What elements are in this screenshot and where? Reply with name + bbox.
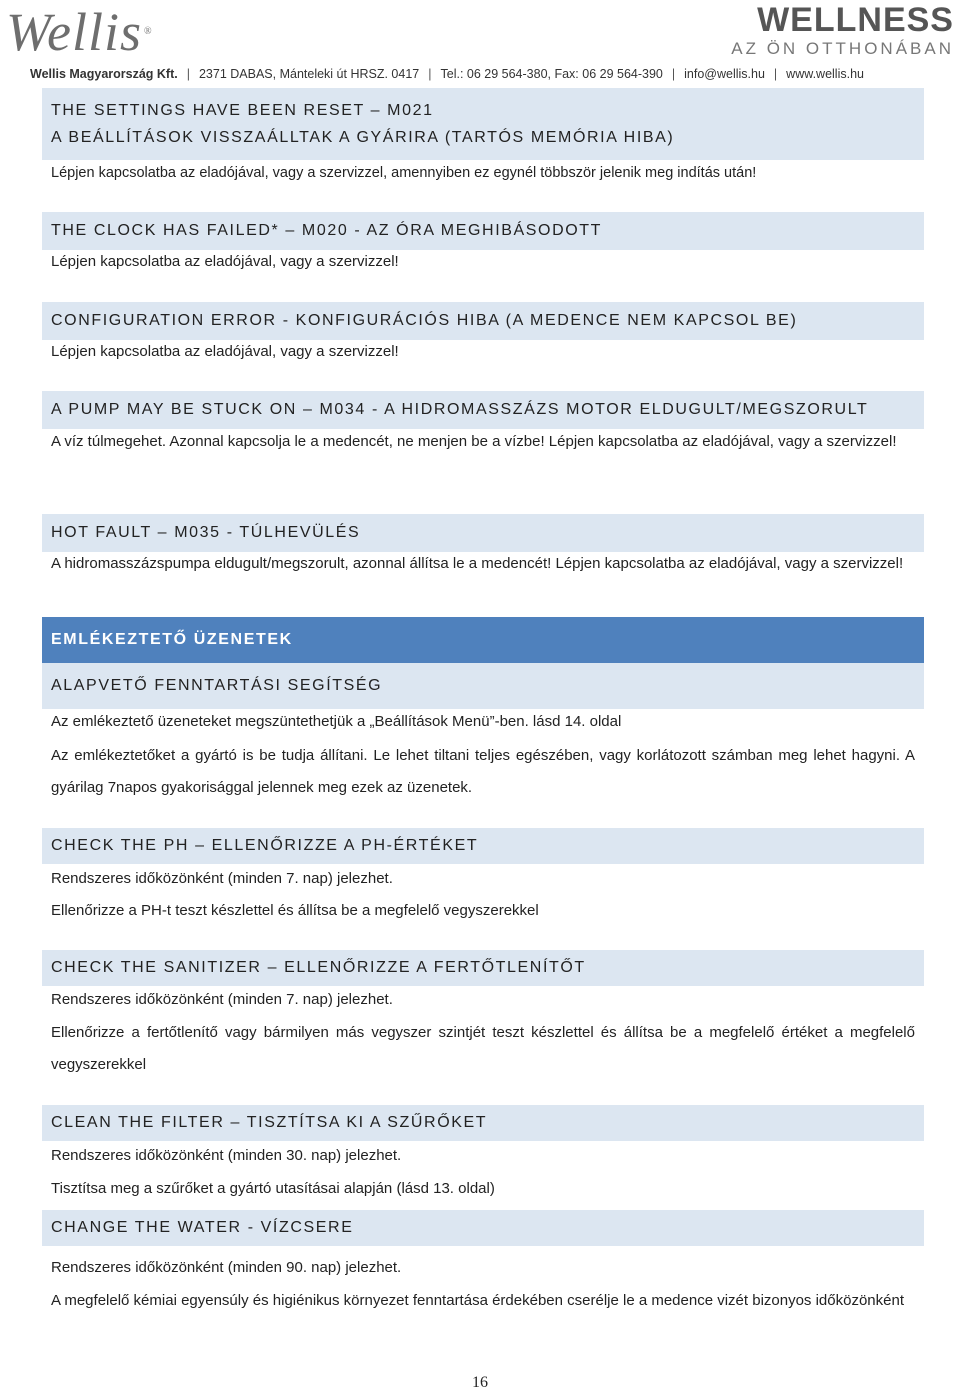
company-phone: Tel.: 06 29 564-380, Fax: 06 29 564-390 [440, 67, 663, 81]
brand-tagline: AZ ÖN OTTHONÁBAN [731, 39, 954, 58]
heading-clock-failed: THE CLOCK HAS FAILED* – M020 - AZ ÓRA MEGHIBÁSODOTT [42, 212, 924, 250]
heading-change-water: CHANGE THE WATER - VÍZCSERE [42, 1210, 924, 1246]
heading-check-ph: CHECK THE PH – ELLENŐRIZZE A PH-ÉRTÉKET [42, 828, 924, 864]
wellis-logo: Wellis ® [6, 2, 153, 62]
page-number: 16 [472, 1374, 488, 1391]
text-filter-interval: Rendszeres időközönként (minden 30. nap) jelezhet. [51, 1147, 402, 1164]
text-reminder-factory: Az emlékeztetőket a gyártó is be tudja állítani. Le lehet tiltani teljes egészében, vagy korlátozott számban meg lehet hagyni. A gyárilag 7napos gyakorisággal jelennek meg ezek az üzenetek. [51, 747, 915, 796]
company-name: Wellis Magyarország Kft. [30, 67, 178, 81]
text-filter-instructions: Tisztítsa meg a szűrőket a gyártó utasításai alapján (lásd 13. oldal) [51, 1180, 495, 1197]
text-pump-stuck: A víz túlmegehet. Azonnal kapcsolja le a medencét, ne menjen be a vízbe! Lépjen kapcsolatba az eladójával, vagy a szervizzel! [51, 433, 897, 450]
heading-reminder-messages: EMLÉKEZTETŐ ÜZENETEK [42, 617, 924, 663]
text-settings-reset: Lépjen kapcsolatba az eladójával, vagy a szervizzel, amennyiben ez egynél többször jelenik meg indítás után! [51, 165, 757, 181]
text-sanitizer-interval: Rendszeres időközönként (minden 7. nap) jelezhet. [51, 991, 393, 1008]
heading-basic-maintenance: ALAPVETŐ FENNTARTÁSI SEGÍTSÉG [42, 663, 924, 709]
text-water-instructions: A megfelelő kémiai egyensúly és higiénikus környezet fenntartása érdekében cserélje le a medence vizét bizonyos időközönként [51, 1292, 904, 1309]
heading-hot-fault: HOT FAULT – M035 - TÚLHEVÜLÉS [42, 514, 924, 552]
heading-settings-reset: THE SETTINGS HAVE BEEN RESET – M021 A BEÁLLÍTÁSOK VISSZAÁLLTAK A GYÁRIRA (TARTÓS MEMÓRIA HIBA) [42, 88, 924, 160]
text-hot-fault: A hidromasszázspumpa eldugult/megszorult, azonnal állítsa le a medencét! Lépjen kapcsolatba az eladójával, vagy a szervizzel! [51, 555, 904, 572]
text-clock-failed: Lépjen kapcsolatba az eladójával, vagy a szervizzel! [51, 253, 399, 270]
company-address: 2371 DABAS, Mánteleki út HRSZ. 0417 [198, 67, 420, 81]
page-header [0, 0, 960, 88]
brand-title: WELLNESS [757, 1, 954, 39]
text-sanitizer-instructions: Ellenőrizze a fertőtlenítő vagy bármilyen más vegyszer szintjét teszt készlettel és állítsa be a megfelelő értéket a megfelelő vegyszerekkel [51, 1024, 915, 1073]
heading-clean-filter: CLEAN THE FILTER – TISZTÍTSA KI A SZŰRŐKET [42, 1105, 924, 1141]
company-email: info@wellis.hu [684, 67, 765, 81]
text-ph-interval: Rendszeres időközönként (minden 7. nap) jelezhet. [51, 870, 393, 887]
contact-bar: Wellis Magyarország Kft. | 2371 DABAS, Mánteleki út HRSZ. 0417 | Tel.: 06 29 564-380, Fax: 06 29 564-390 | info@wellis.hu | www.wellis.hu [30, 67, 864, 81]
heading-configuration-error: CONFIGURATION ERROR - KONFIGURÁCIÓS HIBA (A MEDENCE NEM KAPCSOL BE) [42, 302, 924, 340]
heading-pump-stuck: A PUMP MAY BE STUCK ON – M034 - A HIDROMASSZÁZS MOTOR ELDUGULT/MEGSZORULT [42, 391, 924, 429]
text-ph-instructions: Ellenőrizze a PH-t teszt készlettel és állítsa be a megfelelő vegyszerekkel [51, 902, 539, 919]
text-reminder-disable: Az emlékeztető üzeneteket megszüntethetjük a „Beállítások Menü”-ben. lásd 14. oldal [51, 713, 622, 730]
text-water-interval: Rendszeres időközönként (minden 90. nap) jelezhet. [51, 1259, 402, 1276]
text-configuration-error: Lépjen kapcsolatba az eladójával, vagy a szervizzel! [51, 343, 399, 360]
heading-check-sanitizer: CHECK THE SANITIZER – ELLENŐRIZZE A FERTŐTLENÍTŐT [42, 950, 924, 986]
company-website: www.wellis.hu [786, 67, 864, 81]
